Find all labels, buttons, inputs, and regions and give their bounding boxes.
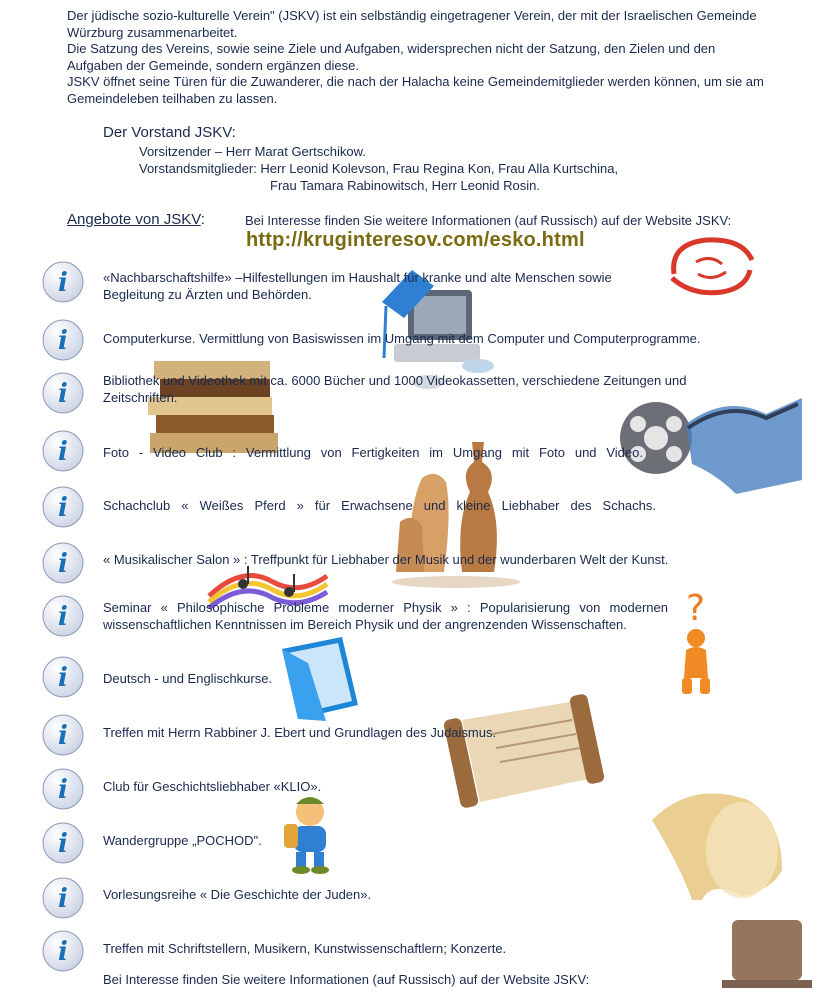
svg-text:?: ? xyxy=(686,588,706,629)
svg-text:i: i xyxy=(58,326,68,356)
offer-item: Foto - Video Club : Vermittlung von Fertigkeiten im Umgang mit Foto und Video. xyxy=(103,445,643,460)
offer-item: Bibliothek und Videothek mit ca. 6000 Bücher und 1000 Videokassetten, verschiedene Zeitungen und Zeitschriften. xyxy=(103,373,687,405)
offer-item: « Musikalischer Salon » : Treffpunkt für Liebhaber der Musik und der wunderbaren Welt der Kunst. xyxy=(103,552,669,567)
info-icon xyxy=(41,594,85,638)
info-icon xyxy=(41,821,85,865)
svg-text:i: i xyxy=(58,884,68,914)
offer-item: Treffen mit Herrn Rabbiner J. Ebert und Grundlagen des Judaismus. xyxy=(103,725,497,740)
intro-paragraph: Die Satzung des Vereins, sowie seine Ziele und Aufgaben, widersprechen nicht der Satzung, den Zielen und den Aufgaben der Gemeinde, sondern ergänzen diese. xyxy=(67,41,716,73)
vorstand-title: Der Vorstand JSKV: xyxy=(103,124,236,141)
intro-paragraph: Der jüdische sozio-kulturelle Verein" (JSKV) ist ein selbständig eingetragener Verein, der mit der Israelischen Gemeinde Würzburg zusammenarbeitet. xyxy=(67,8,757,40)
offer-item: Wandergruppe „POCHOD". xyxy=(103,833,262,848)
svg-text:i: i xyxy=(58,379,68,409)
bottom-interest-note: Bei Interesse finden Sie weitere Informationen (auf Russisch) auf der Website JSKV: xyxy=(103,972,590,987)
question-figure-icon xyxy=(668,586,734,698)
angebote-title: Angebote von JSKV xyxy=(67,211,201,228)
offer-item: Seminar « Philosophische Probleme moderner Physik » : Popularisierung von modernen wissenschaftlichen Kenntnissen im Bereich Physik und der angrenzenden Wissenschaften. xyxy=(103,600,668,632)
svg-text:i: i xyxy=(58,937,68,967)
info-icon xyxy=(41,929,85,973)
svg-text:i: i xyxy=(58,602,68,632)
info-icon xyxy=(41,260,85,304)
svg-text:i: i xyxy=(58,437,68,467)
interest-note: Bei Interesse finden Sie weitere Informationen (auf Russisch) auf der Website JSKV: xyxy=(245,213,732,228)
gramophone-icon xyxy=(622,780,814,990)
info-icon xyxy=(41,485,85,529)
svg-text:i: i xyxy=(58,829,68,859)
angebote-heading xyxy=(67,211,205,228)
torah-scroll-icon xyxy=(442,690,610,816)
svg-text:i: i xyxy=(58,775,68,805)
offer-item: Treffen mit Schriftstellern, Musikern, Kunstwissenschaftlern; Konzerte. xyxy=(103,941,507,956)
offer-item: Deutsch - und Englischkurse. xyxy=(103,671,273,686)
offer-item: Computerkurse. Vermittlung von Basiswissen im Umgang mit dem Computer und Computerprogramme. xyxy=(103,331,701,346)
info-icon xyxy=(41,876,85,920)
info-icon xyxy=(41,371,85,415)
svg-text:i: i xyxy=(58,663,68,693)
offer-item: Club für Geschichtsliebhaber «KLIO». xyxy=(103,779,322,794)
info-icon xyxy=(41,713,85,757)
helping-hands-icon xyxy=(662,234,758,300)
vorstand-line: Vorsitzender – Herr Marat Gertschikow. xyxy=(139,144,366,159)
info-icon xyxy=(41,655,85,699)
website-link[interactable]: http://kruginteresov.com/esko.html xyxy=(246,229,585,251)
svg-text:i: i xyxy=(58,493,68,523)
intro-paragraph: JSKV öffnet seine Türen für die Zuwanderer, die nach der Halacha keine Gemeindemitglieder werden können, um sie am Gemeindeleben teilhaben zu lassen. xyxy=(67,74,764,106)
info-icon xyxy=(41,767,85,811)
angebote-colon: : xyxy=(200,211,205,228)
intro-text xyxy=(67,8,767,107)
offer-item: Schachclub « Weißes Pferd » für Erwachsene und kleine Liebhaber des Schachs. xyxy=(103,498,656,513)
info-icon xyxy=(41,318,85,362)
vorstand-line: Vorstandsmitglieder: Herr Leonid Kolevson, Frau Regina Kon, Frau Alla Kurtschina, xyxy=(139,161,619,176)
svg-text:i: i xyxy=(58,721,68,751)
info-icon xyxy=(41,541,85,585)
svg-text:i: i xyxy=(58,549,68,579)
offer-item: «Nachbarschaftshilfe» –Hilfestellungen im Haushalt für kranke und alte Menschen sowie Begleitung zu Ärzten und Behörden. xyxy=(103,270,612,302)
svg-text:i: i xyxy=(58,268,68,298)
vorstand-line: Frau Tamara Rabinowitsch, Herr Leonid Rosin. xyxy=(270,178,540,193)
offer-item: Vorlesungsreihe « Die Geschichte der Juden». xyxy=(103,887,372,902)
info-icon xyxy=(41,429,85,473)
